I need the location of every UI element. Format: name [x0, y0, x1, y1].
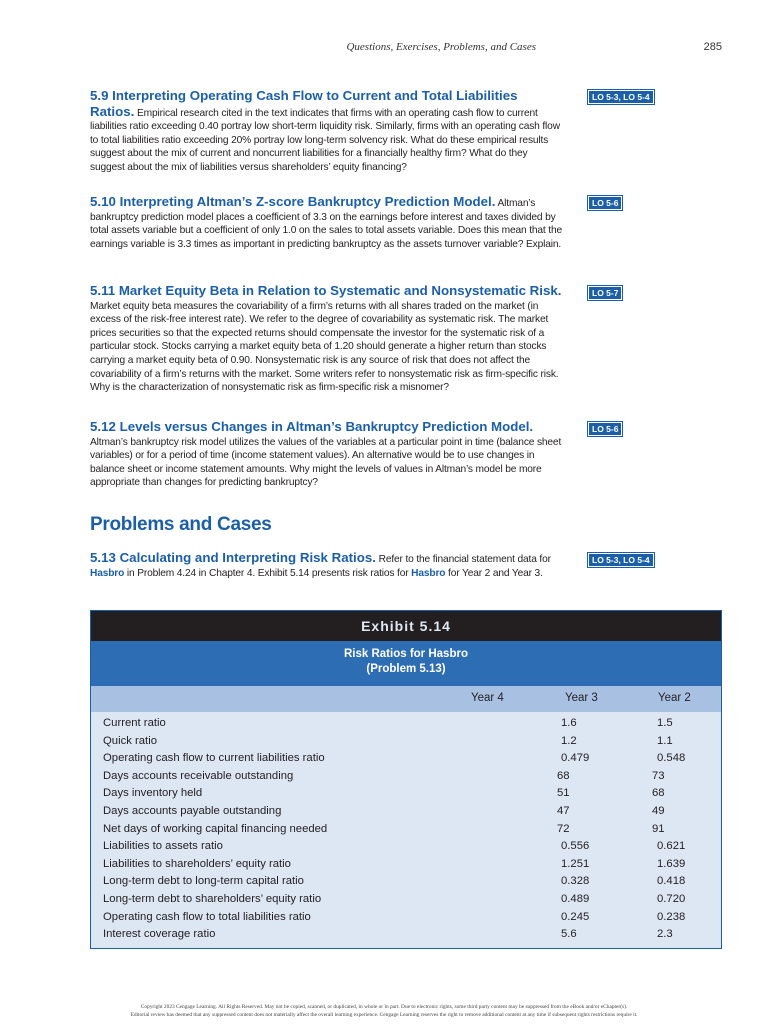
column-header: Year 4 [471, 692, 504, 704]
problem-body: for Year 2 and Year 3. [448, 567, 543, 579]
year2-value: 0.548 [657, 752, 686, 765]
year3-value: 0.245 [561, 910, 590, 923]
company-name: Hasbro [90, 567, 125, 579]
exhibit-title-line1: Risk Ratios for Hasbro [344, 648, 468, 660]
ratio-label: Interest coverage ratio [103, 928, 216, 941]
learning-objective-badge: LO 5-3, LO 5-4 [588, 90, 654, 104]
table-row [91, 716, 721, 734]
ratio-label: Operating cash flow to total liabilities ratio [103, 910, 311, 923]
table-row [91, 786, 721, 804]
problem-5-13 [90, 551, 564, 580]
question-5-10 [90, 195, 564, 251]
column-header-row [91, 686, 721, 712]
table-row [91, 751, 721, 769]
ratio-table [91, 712, 721, 945]
copyright-line-2: Editorial review has deemed that any suppressed content does not materially affect the overall learning experience. Cengage Learning reserves the right to remove additional content at any time if subsequent rights restrictions require it. [130, 1012, 638, 1018]
ratio-label: Operating cash flow to current liabilities ratio [103, 752, 325, 765]
year3-value: 1.6 [561, 717, 577, 729]
year2-value: 1.639 [657, 857, 686, 870]
learning-objective-badge: LO 5-6 [588, 196, 622, 210]
question-body: Market equity beta measures the covariability of a firm’s returns with all shares traded on the market (in excess of the risk-free interest rate). We refer to the degree of covariability as systematic risk. The market prices securities so that the expected returns should compensate the investor for the systematic risk of a particular stock. Stocks carrying a market equity beta of 1.20 should generate a higher return than stocks carrying a market equity beta of 0.90. Nonsystematic risk is any source of risk that does not affect the covariability of a firm’s returns with the market. Some writers refer to nonsystematic risk as firm-specific risk. Why is the characterization of nonsystematic risk as firm-specific risk a misnomer? [90, 300, 559, 394]
year3-value: 0.556 [561, 840, 590, 853]
copyright-line-1: Copyright 2023 Cengage Learning. All Rights Reserved. May not be copied, scanned, or duplicated, in whole or in part. Due to electronic rights, some third party content may be suppressed from the eBook and/or eChapter(s). [140, 1004, 628, 1010]
exhibit-title [91, 641, 721, 686]
question-title: 5.10 Interpreting Altman’s Z-score Bankruptcy Prediction Model. [90, 194, 496, 209]
table-row [91, 734, 721, 752]
question-title: 5.9 Interpreting Operating Cash Flow to Current and Total Liabilities Ratios. [90, 88, 518, 119]
learning-objective-badge: LO 5-3, LO 5-4 [588, 553, 654, 567]
running-title: Questions, Exercises, Problems, and Cases [346, 41, 536, 53]
learning-objective-badge: LO 5-7 [588, 286, 622, 300]
table-row [91, 839, 721, 857]
year2-value: 2.3 [657, 928, 673, 941]
question-title: 5.11 Market Equity Beta in Relation to Systematic and Nonsystematic Risk. [90, 283, 562, 298]
year3-value: 72 [557, 822, 570, 835]
ratio-label: Long-term debt to shareholders’ equity ratio [103, 892, 322, 905]
ratio-label: Days inventory held [103, 787, 203, 800]
ratio-label: Days accounts receivable outstanding [103, 769, 294, 782]
ratio-label: Days accounts payable outstanding [103, 804, 282, 817]
year2-value: 1.1 [657, 734, 673, 747]
problem-body: in Problem 4.24 in Chapter 4. Exhibit 5.14 presents risk ratios for [126, 567, 409, 579]
table-row [91, 910, 721, 928]
year2-value: 0.238 [657, 910, 686, 923]
exhibit-title-line2: (Problem 5.13) [366, 663, 446, 675]
question-body: Altman’s bankruptcy risk model utilizes the values of the variables at a particular point in time (balance sheet variables) or for a period of time (income statement values). An alternative would be to use changes in balance sheet or income statement amounts. Why might the levels of values in Altman’s model be more appropriate than changes for predicting bankruptcy? [90, 436, 562, 489]
year3-value: 5.6 [561, 928, 577, 941]
year2-value: 68 [652, 787, 665, 800]
table-row [91, 769, 721, 787]
exhibit-5-14 [90, 610, 722, 949]
year3-value: 0.489 [561, 892, 590, 905]
year3-value: 1.251 [561, 857, 590, 870]
year2-value: 0.621 [657, 840, 686, 853]
year2-value: 49 [652, 804, 665, 817]
question-5-11 [90, 284, 564, 395]
problem-body: Refer to the financial statement data for [378, 554, 551, 565]
year2-value: 91 [652, 822, 665, 835]
ratio-label: Liabilities to assets ratio [103, 840, 223, 853]
year2-value: 73 [652, 769, 665, 782]
ratio-label: Net days of working capital financing needed [103, 822, 328, 835]
ratio-label: Current ratio [103, 717, 166, 729]
column-header: Year 2 [658, 692, 691, 704]
company-name: Hasbro [411, 567, 446, 579]
year2-value: 0.418 [657, 875, 686, 888]
table-row [91, 804, 721, 822]
table-row [91, 892, 721, 910]
exhibit-label: Exhibit 5.14 [91, 611, 721, 641]
year2-value: 1.5 [657, 717, 673, 729]
question-title: 5.12 Levels versus Changes in Altman’s Bankruptcy Prediction Model. [90, 419, 534, 434]
ratio-label: Quick ratio [103, 734, 157, 747]
year3-value: 51 [557, 787, 570, 800]
learning-objective-badge: LO 5-6 [588, 422, 622, 436]
table-row [91, 822, 721, 840]
problem-title: 5.13 Calculating and Interpreting Risk Ratios. [90, 550, 376, 565]
ratio-label: Long-term debt to long-term capital ratio [103, 875, 304, 888]
year3-value: 47 [557, 804, 570, 817]
table-row [91, 927, 721, 945]
table-row [91, 874, 721, 892]
section-title: Problems and Cases [90, 514, 272, 535]
year3-value: 1.2 [561, 734, 577, 747]
question-body: Empirical research cited in the text indicates that firms with an operating cash flow to current liabilities ratio exceeding 0.40 portray low short-term liquidity risk. Similarly, firms with an operating cash flow to total liabilities ratio exceeding 20% portray low long-term solvency risk. What do these empirical results suggest about the mix of current and noncurrent liabilities for a financially healthy firm? What do they suggest about the mix of liabilities versus shareholders’ equity financing? [90, 107, 560, 173]
column-header: Year 3 [565, 692, 598, 704]
question-body: Altman’s bankruptcy prediction model places a coefficient of 3.3 on the earnings before interest and taxes divided by total assets variable but a coefficient of only 1.0 on the sales to total assets variable. Does this mean that the earnings variable is 3.3 times as important in predicting bankruptcy as the assets turnover variable? Explain. [90, 198, 562, 250]
year3-value: 0.479 [561, 752, 590, 765]
ratio-label: Liabilities to shareholders’ equity ratio [103, 857, 291, 870]
table-row [91, 857, 721, 875]
year2-value: 0.720 [657, 892, 686, 905]
question-5-9 [90, 89, 564, 175]
year3-value: 68 [557, 769, 570, 782]
page-header [0, 41, 768, 59]
year3-value: 0.328 [561, 875, 590, 888]
question-5-12 [90, 420, 564, 490]
page-number: 285 [703, 41, 722, 53]
